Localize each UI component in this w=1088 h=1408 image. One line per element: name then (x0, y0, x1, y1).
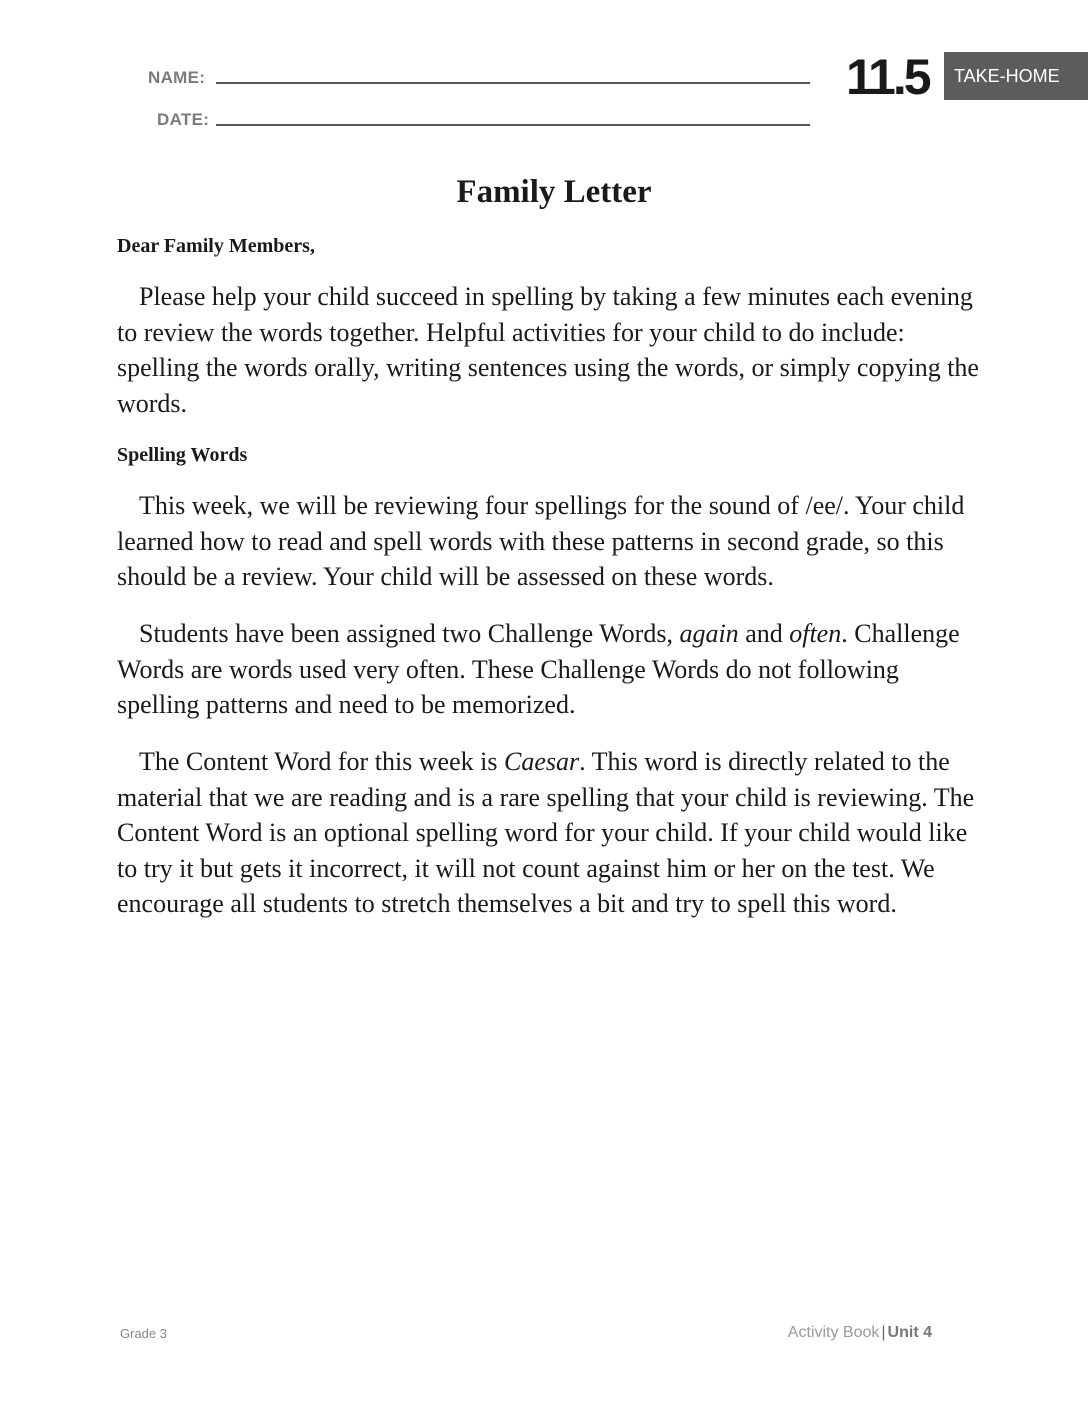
footer-separator: | (881, 1324, 886, 1341)
salutation: Dear Family Members, (117, 235, 315, 257)
take-home-tag: TAKE-HOME (944, 52, 1088, 100)
content-word-paragraph (117, 744, 987, 922)
footer-book: Activity Book (787, 1324, 880, 1341)
review-paragraph: This week, we will be reviewing four spellings for the sound of /ee/. Your child learned how to read and spell words with these patterns in second grade, so this should be a review. Your child will be assessed on these words. (117, 491, 965, 591)
footer-unit: Unit 4 (887, 1324, 932, 1341)
content-text-1: The Content Word for this week is (139, 747, 504, 776)
section-heading: Spelling Words (117, 444, 248, 466)
challenge-text-3: . Challenge Words are words used very often. These Challenge Words do not following spelling patterns and need to be memorized. (117, 619, 960, 719)
challenge-text-1: Students have been assigned two Challenge Words, (139, 619, 680, 648)
lesson-number: 11.5 (846, 49, 929, 105)
footer-book-unit (788, 1324, 932, 1342)
challenge-paragraph (117, 616, 987, 723)
name-label: NAME: (148, 68, 206, 87)
challenge-word-often: often (789, 619, 842, 648)
name-line[interactable] (216, 82, 810, 84)
challenge-word-again: again (679, 619, 739, 648)
content-text-2: . This word is directly related to the material that we are reading and is a rare spelling that your child is reviewing. The Content Word is an optional spelling word for your child. If your child would like to try it but gets it incorrect, it will not count against him or her on the test. We encourage all students to stretch themselves a bit and try to spell this word. (117, 747, 975, 918)
challenge-text-2: and (738, 619, 790, 648)
footer-grade: Grade 3 (120, 1326, 167, 1341)
content-word-caesar: Caesar (503, 747, 580, 776)
date-line[interactable] (216, 124, 810, 126)
page-title: Family Letter (456, 174, 652, 210)
intro-paragraph: Please help your child succeed in spelling by taking a few minutes each evening to review the words together. Helpful activities for your child to do include: spelling the words orally, writing sentences using the words, or simply copying the words. (117, 282, 979, 418)
date-label: DATE: (157, 110, 210, 129)
